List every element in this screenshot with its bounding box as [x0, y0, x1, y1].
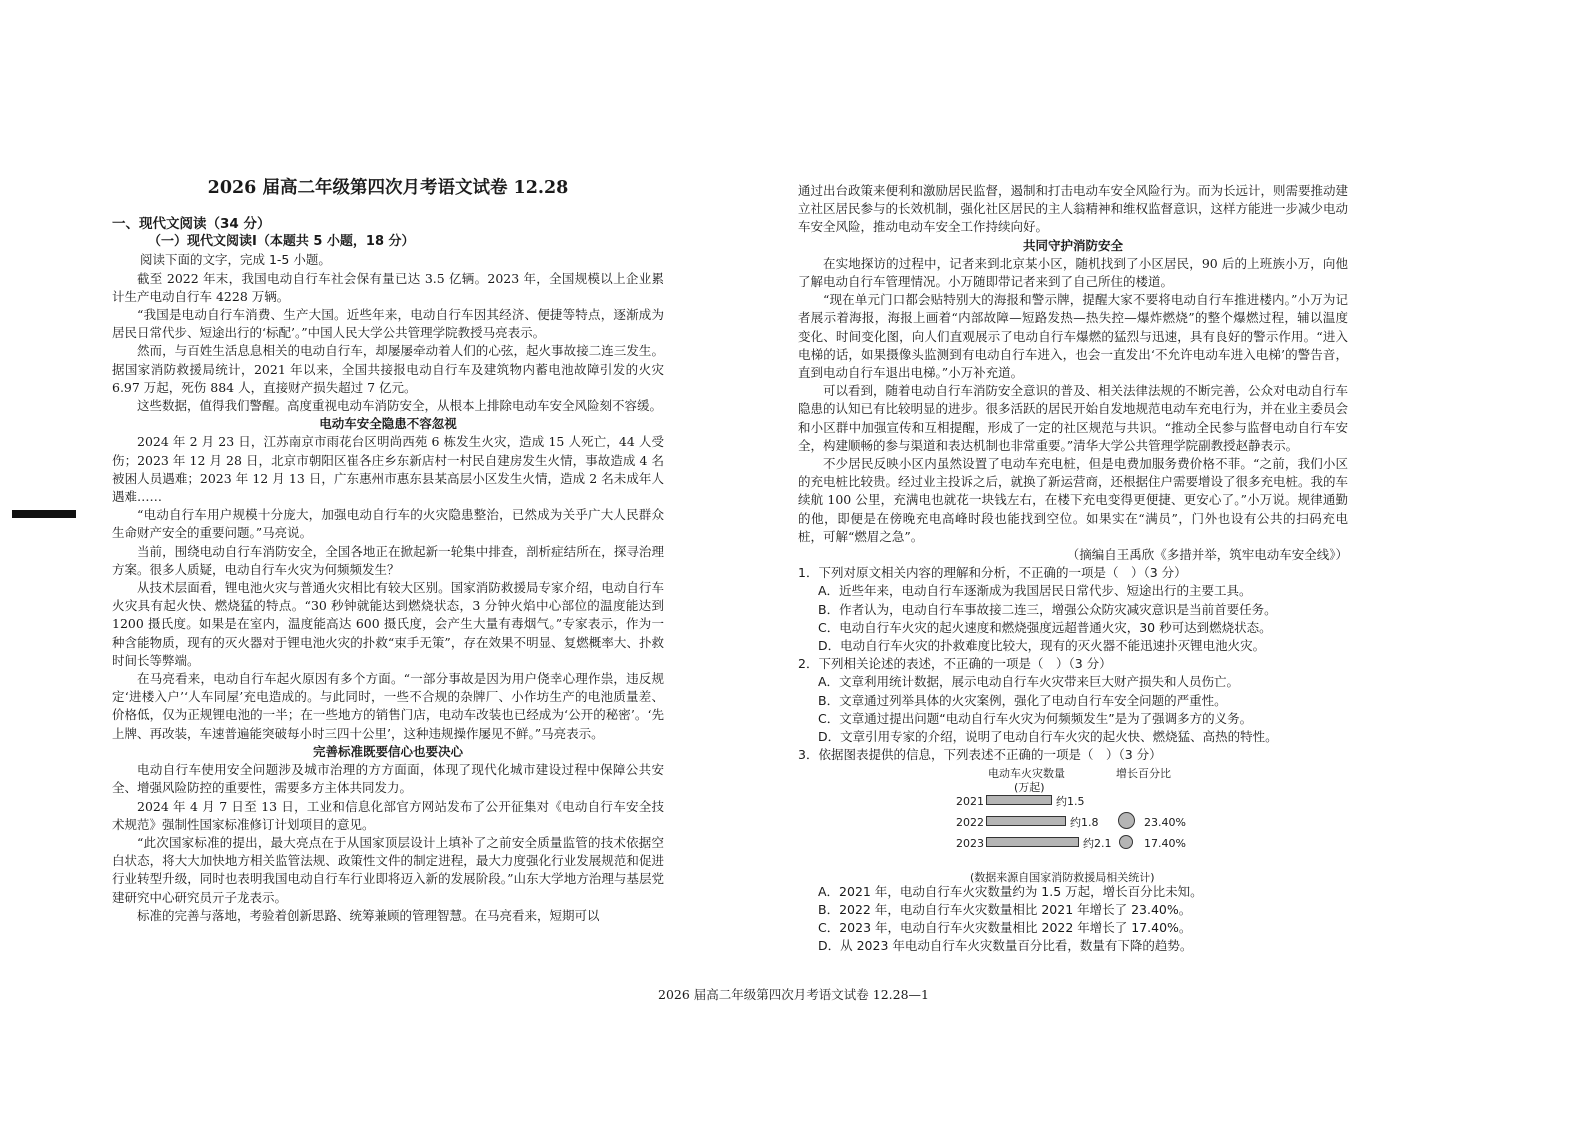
article-paragraph: 截至 2022 年末，我国电动自行车社会保有量已达 3.5 亿辆。2023 年，全国规模以上企业累计生产电动自行车 4228 万辆。 — [112, 270, 664, 304]
figure-bar — [986, 837, 1079, 847]
question-option: B．作者认为，电动自行车事故接二连三，增强公众防灾减灾意识是当前首要任务。 — [818, 601, 1277, 617]
question-option: C．电动自行车火灾的起火速度和燃烧强度远超普通火灾，30 秒可达到燃烧状态。 — [818, 619, 1272, 635]
figure-growth-label: 23.40% — [1144, 815, 1186, 829]
binding-margin-mark — [12, 510, 76, 518]
subsection-heading: （一）现代文阅读Ⅰ（本题共 5 小题，18 分） — [148, 234, 415, 250]
page-footer: 2026 届高二年级第四次月考语文试卷 12.28—1 — [658, 987, 929, 1002]
article-paragraph: 当前，围绕电动自行车消防安全，全国各地正在掀起新一轮集中排查，剖析症结所在，探寻治理方案。很多人质疑，电动自行车火灾为何频频发生？ — [112, 543, 664, 577]
question-stem: 3．依据图表提供的信息，下列表述不正确的一项是（ ）（3 分） — [798, 747, 1162, 763]
article-paragraph: “现在单元门口都会贴特别大的海报和警示牌，提醒大家不要将电动自行车推进楼内。”小万为记者展示着海报，海报上画着“内部故障—短路发热—热失控—爆炸燃烧”的整个爆燃过程，辅以温度变化、时间变化图，向人们直观展示了电动自行车爆燃的猛烈与迅速，具有良好的警示作用。“进入电梯的话，如果摄像头监测到有电动自行车进入，也会一直发出‘不允许电动车进入电梯’的警告音，直到电动自行车退出电梯。”小万补充道。 — [798, 292, 1348, 381]
section-subheading: 电动车安全隐患不容忽视 — [319, 416, 457, 432]
question-option: C．2023 年，电动自行车火灾数量相比 2022 年增长了 17.40%。 — [818, 919, 1192, 935]
figure-col-label-count: 电动车火灾数量 — [988, 766, 1065, 780]
figure-bar — [986, 816, 1066, 826]
section-heading: 一、现代文阅读（34 分） — [112, 216, 271, 232]
question-option: A．文章利用统计数据，展示电动自行车火灾带来巨大财产损失和人员伤亡。 — [818, 674, 1240, 690]
article-paragraph: 2024 年 4 月 7 日至 13 日，工业和信息化部官方网站发布了公开征集对《电动自行车安全技术规范》强制性国家标准修订计划项目的意见。 — [112, 798, 664, 832]
section-subheading: 共同守护消防安全 — [1022, 237, 1123, 253]
figure-year-label: 2023 — [956, 836, 984, 850]
article-paragraph: 通过出台政策来便利和激励居民监督，遏制和打击电动车安全风险行为。而为长远计，则需要推动建立社区居民参与的长效机制，强化社区居民的主人翁精神和维权监督意识，这样方能进一步减少电动车安全风险，推动电动车安全工作持续向好。 — [798, 183, 1349, 235]
article-paragraph: 从技术层面看，锂电池火灾与普通火灾相比有较大区别。国家消防救援局专家介绍，电动自行车火灾具有起火快、燃烧猛的特点。“30 秒钟就能达到燃烧状态，3 分钟火焰中心部位的温度能达到 1200 摄氏度。如果是在室内，温度能高达 600 摄氏度，会产生大量有毒烟气。”专家表示，作为一种含能物质，现有的灭火器对于锂电池火灾的扑救“束手无策”，存在效果不明显、复燃概率大、扑救时间长等弊端。 — [112, 580, 664, 668]
article-paragraph: “此次国家标准的提出，最大亮点在于从国家顶层设计上填补了之前安全质量监管的技术依据空白状态，将大大加快地方相关监管法规、政策性文件的制定进程，最大力度强化行业发展规范和促进行业转型升级，同时也表明我国电动自行车行业即将迈入新的发展阶段。”山东大学地方治理与基层党建研究中心研究员亓子龙表示。 — [112, 834, 664, 905]
question-option: A．2021 年，电动自行车火灾数量约为 1.5 万起，增长百分比未知。 — [818, 883, 1203, 899]
right-column — [798, 182, 1348, 955]
article-paragraph: 在马亮看来，电动自行车起火原因有多个方面。“一部分事故是因为用户侥幸心理作祟，违反规定‘进楼入户’‘人车同屋’充电造成的。与此同时，一些不合规的杂牌厂、小作坊生产的电池质量差、价格低，仅为正规锂电池的一半；在一些地方的销售门店，电动车改装也已经成为‘公开的秘密’。‘先上牌、再改装，车速普遍能突破每小时三四十公里’，这种违规操作屡见不鲜。”马亮表示。 — [112, 671, 664, 741]
article-paragraph: 电动自行车使用安全问题涉及城市治理的方方面面，体现了现代化城市建设过程中保障公共安全、增强风险防控的重要性，需要多方主体共同发力。 — [112, 762, 664, 796]
fire-statistics-figure — [798, 765, 1348, 883]
left-article-body — [112, 270, 664, 925]
figure-bar — [986, 795, 1052, 805]
question-option: B．2022 年，电动自行车火灾数量相比 2021 年增长了 23.40%。 — [818, 901, 1192, 917]
question-option: D．电动自行车火灾的扑救难度比较大，现有的灭火器不能迅速扑灭锂电池火灾。 — [818, 638, 1266, 654]
question-option: C．文章通过提出问题“电动自行车火灾为何频频发生”是为了强调多方的义务。 — [818, 710, 1253, 726]
article-paragraph: 这些数据，值得我们警醒。高度重视电动车消防安全，从根本上排除电动车安全风险刻不容缓。 — [137, 398, 663, 414]
figure-growth-label: 17.40% — [1144, 836, 1186, 850]
question-stem: 1．下列对原文相关内容的理解和分析，不正确的一项是（ ）（3 分） — [798, 565, 1187, 581]
question-2 — [798, 655, 1348, 746]
question-stem: 2．下列相关论述的表述，不正确的一项是（ ）（3 分） — [798, 656, 1112, 672]
source-citation: （摘编自王禹欣《多措并举，筑牢电动车安全线》） — [1066, 547, 1348, 563]
question-option: A．近些年来，电动自行车逐渐成为我国居民日常代步、短途出行的主要工具。 — [818, 583, 1252, 599]
figure-growth-circle — [1118, 812, 1135, 829]
question-3 — [798, 746, 1348, 955]
right-article-body — [798, 182, 1348, 564]
figure-source-note: (数据来源自国家消防救援局相关统计) — [970, 870, 1155, 884]
article-paragraph: 在实地探访的过程中，记者来到北京某小区，随机找到了小区居民，90 后的上班族小万，向他了解电动自行车管理情况。小万随即带记者来到了自己所住的楼道。 — [798, 255, 1348, 290]
figure-col-label-unit: (万起) — [1014, 780, 1045, 794]
figure-bar-value-label: 约1.5 — [1056, 794, 1085, 808]
page-title: 2026 届高二年级第四次月考语文试卷 12.28 — [207, 178, 569, 198]
figure-bar-value-label: 约1.8 — [1070, 815, 1099, 829]
figure-year-label: 2022 — [956, 815, 984, 829]
article-paragraph: 然而，与百姓生活息息相关的电动自行车，却屡屡牵动着人们的心弦，起火事故接二连三发生。据国家消防救援局统计，2021 年以来，全国共接报电动自行车及建筑物内蓄电池故障引发的火灾 6.97 万起，死伤 884 人，直接财产损失超过 7 亿元。 — [112, 343, 664, 395]
reading-instruction: 阅读下面的文字，完成 1-5 小题。 — [140, 252, 331, 268]
article-paragraph: 标准的完善与落地，考验着创新思路、统筹兼顾的管理智慧。在马亮看来，短期可以 — [137, 907, 600, 923]
question-option: D．文章引用专家的介绍，说明了电动自行车火灾的起火快、燃烧猛、高热的特性。 — [818, 729, 1278, 745]
article-paragraph: 2024 年 2 月 23 日，江苏南京市雨花台区明尚西苑 6 栋发生火灾，造成 15 人死亡，44 人受伤；2023 年 12 月 28 日，北京市朝阳区崔各庄乡东新店村一村民自建房发生火情，事故造成 4 名被困人员遇难；2023 年 12 月 13 日，广东惠州市惠东县某高层小区发生火情，造成 2 名未成年人遇难…… — [112, 434, 664, 505]
article-paragraph: “我国是电动自行车消费、生产大国。近些年来，电动自行车因其经济、便捷等特点，逐渐成为居民日常代步、短途出行的‘标配’。”中国人民大学公共管理学院教授马亮表示。 — [112, 307, 664, 341]
question-option: D．从 2023 年电动自行车火灾数量百分比看，数量有下降的趋势。 — [818, 938, 1193, 954]
figure-col-label-growth: 增长百分比 — [1116, 766, 1171, 780]
figure-year-label: 2021 — [956, 794, 984, 808]
section-subheading: 完善标准既要信心也要决心 — [312, 743, 463, 759]
article-paragraph: 可以看到，随着电动自行车消防安全意识的普及、相关法律法规的不断完善，公众对电动自行车隐患的认知已有比较明显的进步。很多活跃的居民开始自发地规范电动车充电行为，并在业主委员会和小区群中加强宣传和互相提醒，形成了一定的社区规范与共识。“推动全民参与监督电动自行车安全，构建顺畅的参与渠道和表达机制也非常重要。”清华大学公共管理学院副教授赵静表示。 — [798, 383, 1349, 453]
figure-bar-value-label: 约2.1 — [1083, 836, 1112, 850]
question-option: B．文章通过列举具体的火灾案例，强化了电动自行车安全问题的严重性。 — [818, 692, 1227, 708]
article-paragraph: “电动自行车用户规模十分庞大，加强电动自行车的火灾隐患整治，已然成为关乎广大人民群众生命财产安全的重要问题。”马亮说。 — [112, 507, 664, 541]
question-1 — [798, 564, 1348, 655]
article-paragraph: 不少居民反映小区内虽然设置了电动车充电桩，但是电费加服务费价格不菲。“之前，我们小区的充电桩比较贵。经过业主投诉之后，就换了新运营商，还根据住户需要增设了很多充电桩。我的车续航 100 公里，充满电也就花一块钱左右，在楼下充电变得更便捷、更安心了。”小万说。规律通勤的他，即便是在傍晚充电高峰时段也能找到空位。如果实在“满员”，门外也设有公共的扫码充电桩，可解“燃眉之急”。 — [798, 456, 1349, 544]
left-column — [112, 176, 664, 925]
figure-growth-circle — [1119, 835, 1133, 849]
